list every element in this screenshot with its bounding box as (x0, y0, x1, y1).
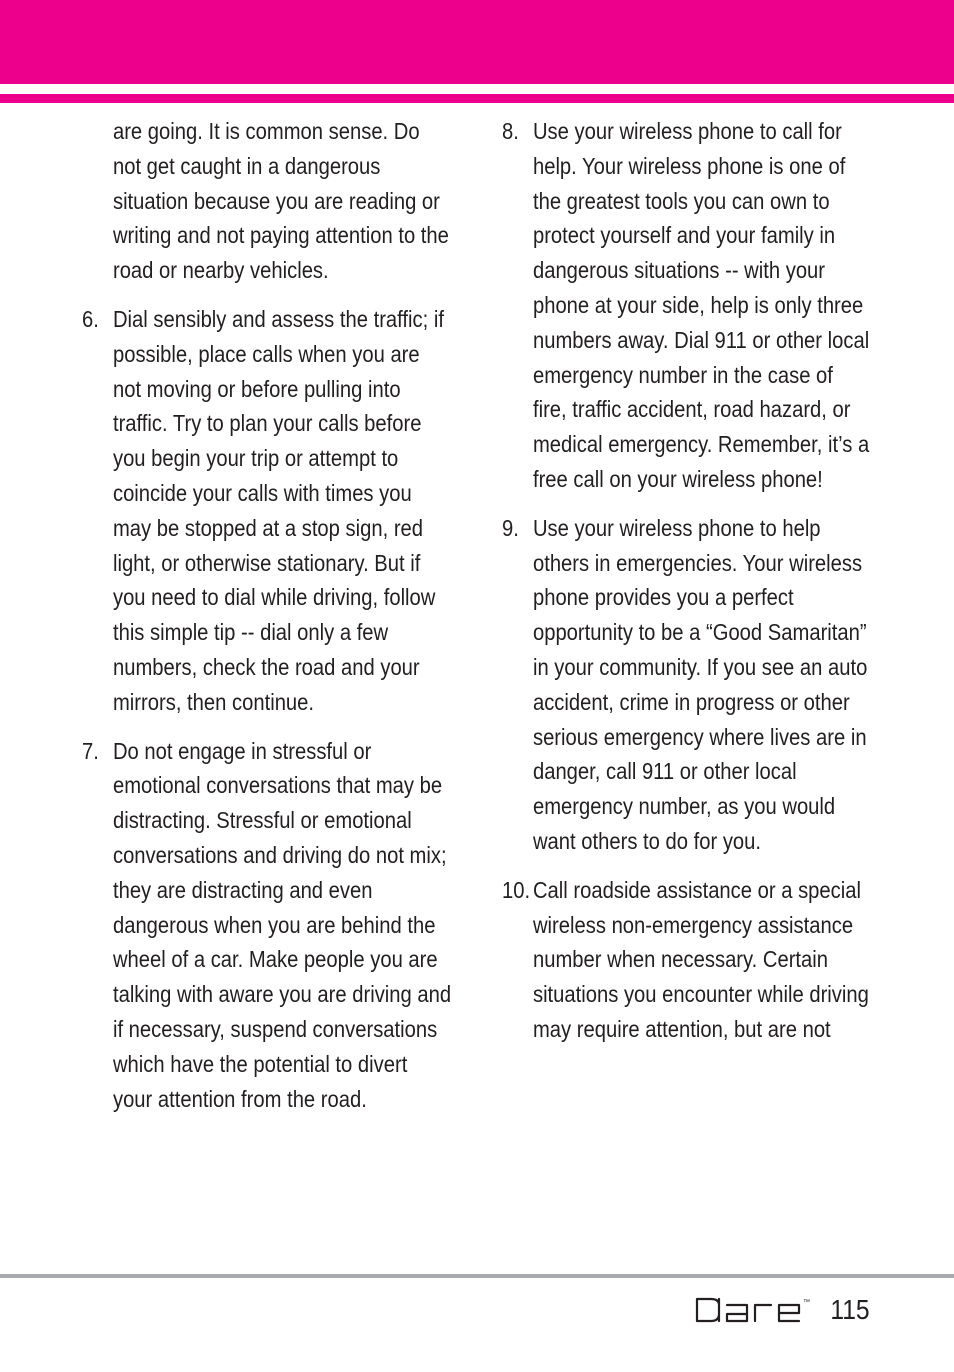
continuation-paragraph: are going. It is common sense. Do not get caught in a dangerous situation because you are reading or writing and not paying attention to the road or nearby vehicles. (112, 118, 449, 284)
list-item (502, 114, 872, 497)
trademark-symbol: ™ (803, 1299, 811, 1306)
item-text: Call roadside assistance or a special wireless non-emergency assistance number when necessary. Certain situations you encounter while driving may require attention, but are not (532, 876, 869, 1042)
list-item (82, 734, 452, 1117)
item-number: 8. (502, 118, 519, 144)
header-band (0, 0, 954, 84)
item-number: 6. (82, 305, 99, 332)
footer-rule (0, 1274, 954, 1278)
list-item (82, 302, 452, 720)
page-footer (695, 1290, 870, 1330)
item-text: Do not engage in stressful or emotional conversations that may be distracting. Stressful or emotional conversations and driving do not mix; they are distracting and even dangerous when you are behind the wheel of a car. Make people you are talking with aware you are driving and if necessary, suspend conversations which have the potential to divert your attention from the road. (112, 737, 452, 1112)
item-text: Dial sensibly and assess the traffic; if possible, place calls when you are not moving or before pulling into traffic. Try to plan your calls before you begin your trip or attempt to coincide your calls with times you may be stopped at a stop sign, red light, or otherwise stationary. But if you need to dial while driving, follow this simple tip -- dial only a few numbers, check the road and your mirrors, then continue. (112, 305, 444, 715)
right-column (502, 114, 872, 1061)
dare-logo-icon (695, 1295, 811, 1325)
left-column (82, 114, 452, 1130)
item-number: 9. (502, 514, 519, 541)
list-item (502, 873, 872, 1047)
list-item (502, 511, 872, 859)
header-rule (0, 94, 954, 103)
page-number: 115 (830, 1294, 870, 1325)
item-number: 10. (502, 876, 531, 903)
item-number: 7. (82, 737, 99, 764)
item-text: Use your wireless phone to help others in emergencies. Your wireless phone provides you a perfect opportunity to be a “Good Samaritan” in your community. If you see an auto accident, crime in progress or other serious emergency where lives are in danger, call 911 or other local emergency number, as you would want others to do for you. (532, 514, 868, 854)
item-text: Use your wireless phone to call for help. Your wireless phone is one of the greatest tools you can own to protect yourself and your family in dangerous situations -- with your phone at your side, help is only three numbers away. Dial 911 or other local emergency number in the case of fire, traffic accident, road hazard, or medical emergency. Remember, it’s a free call on your wireless phone! (532, 118, 870, 492)
